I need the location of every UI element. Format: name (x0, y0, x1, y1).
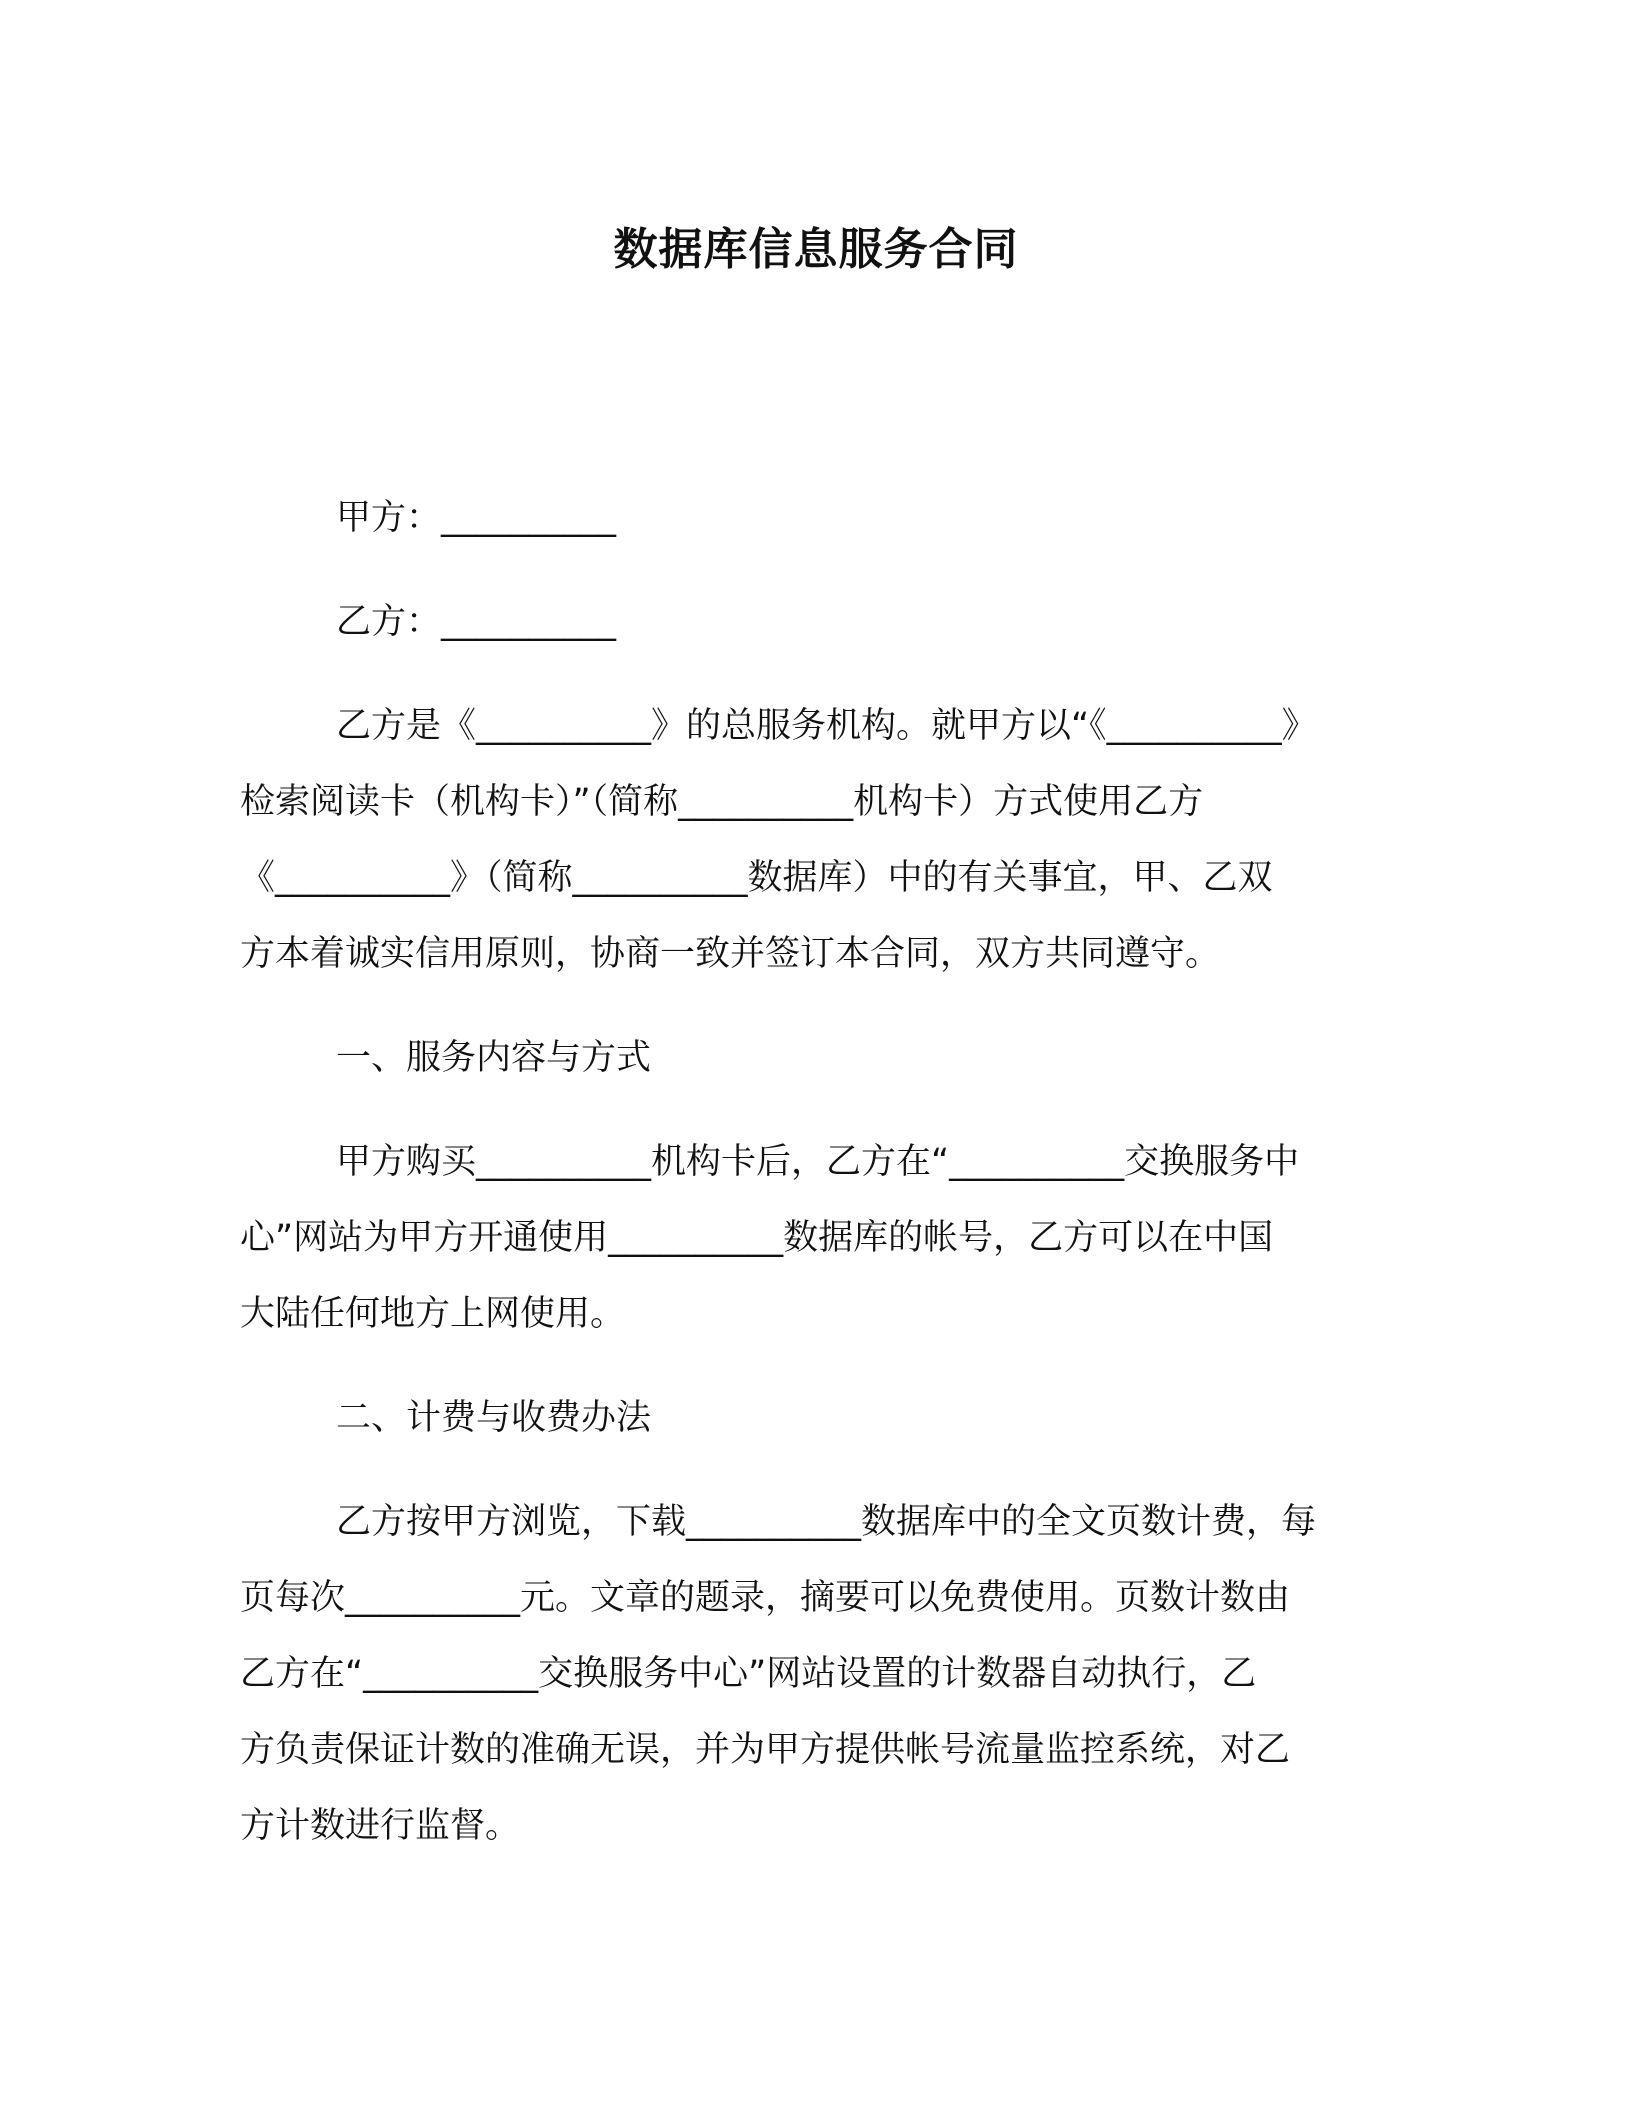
intro-paragraph-line-3: 《__________》（简称__________数据库）中的有关事宜，甲、乙双 (240, 858, 1273, 898)
section-heading-1: 一、服务内容与方式 (336, 1038, 652, 1078)
intro-paragraph-line-4: 方本着诚实信用原则，协商一致并签订本合同，双方共同遵守。 (240, 934, 1221, 974)
section-2-line-4: 方负责保证计数的准确无误，并为甲方提供帐号流量监控系统，对乙 (240, 1730, 1291, 1770)
intro-paragraph-line-2: 检索阅读卡（机构卡）”（简称__________机构卡）方式使用乙方 (240, 782, 1204, 822)
document-title: 数据库信息服务合同 (613, 224, 1019, 275)
party-a-line: 甲方：__________ (336, 498, 617, 538)
section-2-line-5: 方计数进行监督。 (240, 1806, 521, 1846)
section-1-line-1: 甲方购买__________机构卡后，乙方在“__________交换服务中 (336, 1142, 1300, 1182)
section-1-line-3: 大陆任何地方上网使用。 (240, 1294, 626, 1334)
section-2-line-2: 页每次__________元。文章的题录，摘要可以免费使用。页数计数由 (240, 1578, 1291, 1618)
party-b-line: 乙方：__________ (336, 602, 617, 642)
section-2-line-1: 乙方按甲方浏览，下载__________数据库中的全文页数计费，每 (336, 1502, 1317, 1542)
section-heading-2: 二、计费与收费办法 (336, 1398, 652, 1438)
section-1-line-2: 心”网站为甲方开通使用__________数据库的帐号，乙方可以在中国 (240, 1218, 1274, 1258)
intro-paragraph-line-1: 乙方是《__________》的总服务机构。就甲方以“《__________》 (336, 706, 1317, 746)
section-2-line-3: 乙方在“__________交换服务中心”网站设置的计数器自动执行，乙 (240, 1654, 1257, 1694)
